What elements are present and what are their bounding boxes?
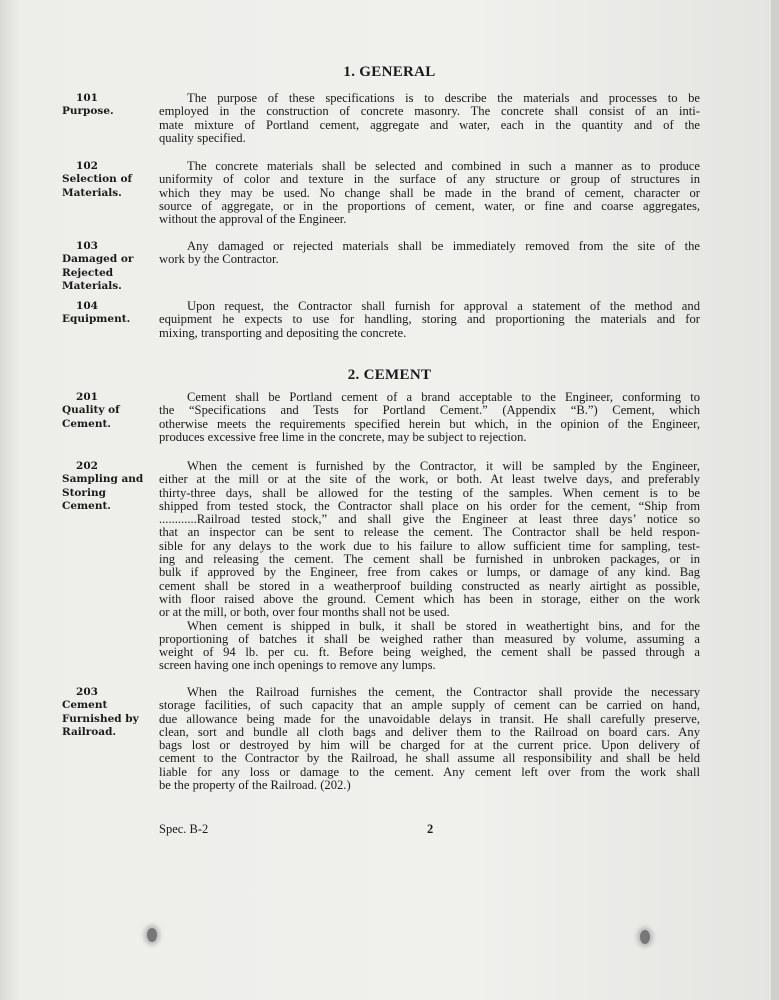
section-title: Rejected (62, 266, 114, 279)
text-line: When cement is shipped in bulk, it shall be stored in weathertight bins, and for the (187, 619, 700, 633)
text-line: When the cement is furnished by the Contractor, it will be sampled by the Engineer, (187, 460, 700, 473)
text-line: The concrete materials shall be selected and combined in such a manner as to produce (187, 160, 700, 173)
binding-hole (147, 928, 157, 942)
section-number: 201 (76, 391, 98, 403)
text-line: otherwise meets the requirements specified herein but which, in the opinion of the Engineer, (159, 417, 700, 431)
spec-number: Spec. B-2 (159, 822, 209, 836)
text-line: the “Specifications and Tests for Portland Cement.” (Appendix “B.”) Cement, which (159, 404, 700, 418)
section-title: Furnished by (62, 712, 139, 725)
text-line: mixing, transporting and depositing the concrete. (159, 326, 407, 340)
text-line: proportioning of batches it shall be weighed rather than measured by volume, assuming a (159, 632, 700, 646)
section-title: Storing (62, 486, 106, 499)
section-title: Quality of (62, 404, 120, 417)
section-title: Materials. (62, 186, 122, 199)
text-line: screen having one inch openings to remove any lumps. (159, 659, 436, 673)
text-line: quality specified. (159, 131, 246, 145)
text-line: employed in the construction of concrete masonry. The concrete shall consist of an inti- (159, 105, 700, 119)
text-line: ing and releasing the cement. The cement shall be furnished in unbroken packages, or in (159, 553, 700, 567)
section-title: Equipment. (62, 313, 131, 326)
margin-label (62, 92, 147, 119)
text-line: either at the mill or at the site of the work, or both. At least twelve days, and preferably (159, 473, 700, 487)
paragraph (159, 686, 700, 792)
paragraph (159, 240, 700, 267)
text-line: or at the mill, or both, over four months shall not be used. (159, 606, 450, 620)
section-number: 203 (76, 686, 98, 698)
section-number: 202 (76, 460, 98, 472)
text-line: sible for any delays to the work due to his failure to allow sufficient time for sampling, test- (159, 539, 700, 553)
page-edge (771, 0, 779, 1000)
section-number: 101 (76, 92, 98, 104)
text-line: cement shall be stored in a weatherproof building constructed as nearly airtight as possible, (159, 579, 700, 593)
paragraph (159, 391, 700, 444)
margin-label (62, 240, 147, 293)
text-line: The purpose of these specifications is to describe the materials and processes to be (187, 92, 700, 105)
margin-label (62, 460, 147, 513)
text-line: Upon request, the Contractor shall furnish for approval a statement of the method and (187, 300, 700, 313)
margin-label (62, 160, 147, 200)
binding-hole (640, 930, 650, 944)
text-line: equipment he expects to use for handling, storing and proportioning the materials and for (159, 313, 700, 327)
text-line: without the approval of the Engineer. (159, 213, 347, 227)
margin-label (62, 300, 147, 327)
text-line: ............Railroad tested stock,” and shall give the Engineer at least three days’ notice so (159, 513, 700, 527)
section-title: Sampling and (62, 473, 144, 486)
heading-cement: 2. CEMENT (347, 367, 432, 383)
text-line: Cement shall be Portland cement of a brand acceptable to the Engineer, conforming to (187, 391, 700, 404)
text-line: produces excessive free lime in the concrete, may be subject to rejection. (159, 430, 527, 444)
section-title: Railroad. (62, 725, 117, 738)
text-line: source of aggregate, or in the proportions of cement, water, or fine and coarse aggregates, (159, 199, 700, 213)
section-number: 103 (76, 240, 98, 252)
section-title: Materials. (62, 279, 122, 292)
margin-label (62, 391, 147, 431)
text-line: weight of 94 lb. per cu. ft. Before being weighed, the cement shall be passed through a (159, 646, 700, 660)
text-line: due allowance being made for the unavoidable delays in transit. He shall carefully preserve, (159, 712, 700, 726)
page-number: 2 (427, 822, 434, 836)
margin-label (62, 686, 147, 739)
text-line: liable for any loss or damage to the cement. Any cement left over from the work shall (159, 765, 700, 779)
text-line: which they may be used. No change shall be made in the brand of cement, character or (159, 186, 700, 200)
text-line: with floor raised above the ground. Cement which has been in storage, either on the work (159, 592, 700, 606)
paragraph (159, 160, 700, 226)
text-line: When the Railroad furnishes the cement, the Contractor shall provide the necessary (187, 686, 700, 699)
section-number: 104 (76, 300, 98, 312)
paragraph (159, 300, 700, 340)
section-title: Cement. (62, 417, 111, 430)
text-line: thirty-three days, shall be allowed for the testing of the samples. When cement is to be (159, 486, 700, 500)
text-line: Any damaged or rejected materials shall be immediately removed from the site of the (187, 240, 700, 253)
paragraph (159, 460, 700, 673)
section-title: Purpose. (62, 105, 114, 118)
section-title: Cement (62, 699, 108, 712)
text-line: storage facilities, of such capacity that an ample supply of cement can be carried on hand, (159, 699, 700, 713)
text-line: mate mixture of Portland cement, aggregate and water, each in the quantity and of the (159, 118, 700, 132)
paragraph (159, 92, 700, 145)
section-number: 102 (76, 160, 98, 172)
text-line: cement to the Contractor by the Railroad, he shall assume all responsibility and shall be held (159, 752, 700, 766)
text-line: that an inspector can be sent to release the cement. The Contractor shall be held respon- (159, 526, 700, 540)
section-title: Damaged or (62, 253, 134, 266)
text-line: uniformity of color and texture in the surface of any structure or group of structures in (159, 173, 700, 187)
text-line: bags lost or destroyed by him will be charged for at the current price. Upon delivery of (159, 739, 700, 753)
section-title: Cement. (62, 499, 111, 512)
text-line: work by the Contractor. (159, 253, 279, 267)
heading-general: 1. GENERAL (343, 64, 436, 80)
text-line: be the property of the Railroad. (202.) (159, 779, 351, 793)
text-line: shipped from tested stock, the Contractor shall place on his order for the cement, “Ship from (159, 499, 700, 513)
section-title: Selection of (62, 173, 132, 186)
text-line: clean, sort and bundle all cloth bags and deliver them to the Railroad on board cars. Any (159, 725, 700, 739)
text-line: bulk if approved by the Engineer, free from cakes or lumps, or damage of any kind. Bag (159, 566, 700, 580)
